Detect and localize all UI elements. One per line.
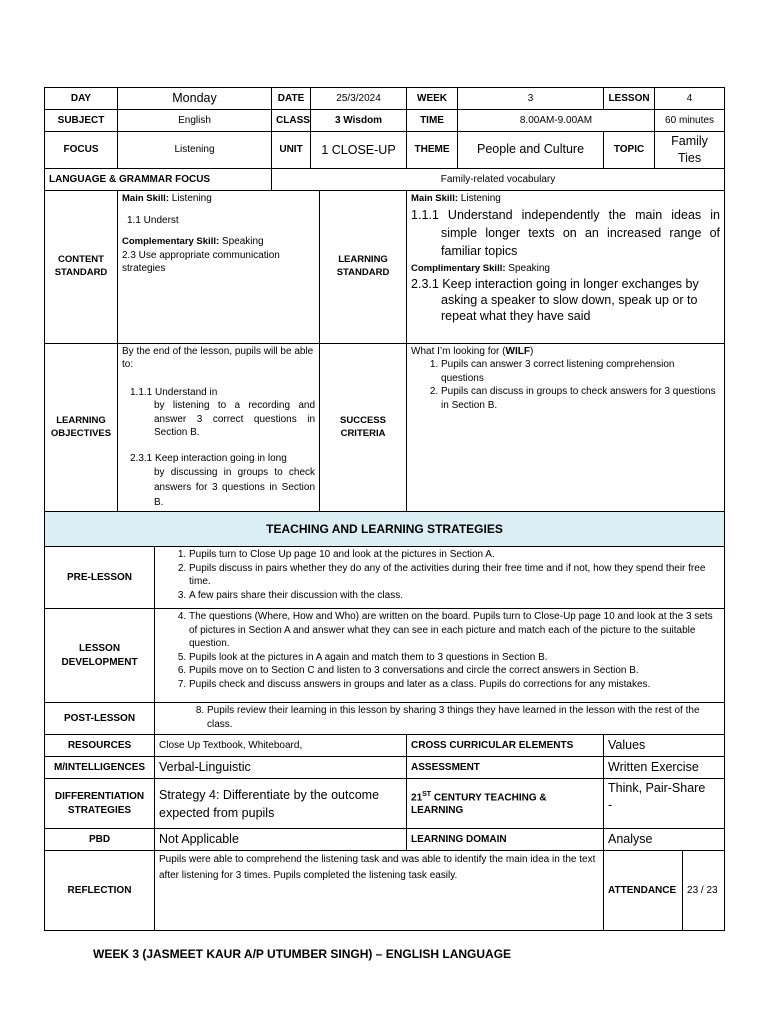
success-intro-b: WILF [505,345,530,357]
resources-value: Close Up Textbook, Whiteboard, [155,735,407,757]
row-standards [45,190,725,343]
cs-comp-item: 2.3 Use appropriate communication strategies [122,249,280,275]
objectives-cell [118,343,320,512]
content-standard-label: CONTENT STANDARD [45,190,118,343]
focus-value: Listening [118,132,272,169]
subject-label: SUBJECT [45,110,118,132]
pre-lesson-label: PRE-LESSON [45,547,155,609]
pre-lesson-list [159,548,720,602]
development-item: 5. Pupils look at the pictures in A again and match them to 3 questions in Section B. [189,651,720,665]
content-standard-cell [118,190,320,343]
resources-label: RESOURCES [45,735,155,757]
assessment-label: ASSESSMENT [407,757,604,779]
cs-comp-label: Complementary Skill: [122,236,220,248]
grammar-label: LANGUAGE & GRAMMAR FOCUS [45,168,272,190]
ls-comp-value: Speaking [508,262,550,274]
century-label: 21ST CENTURY TEACHING & LEARNING [407,779,604,829]
lesson-value: 4 [655,88,725,110]
page-footer: WEEK 3 (JASMEET KAUR A/P UTUMBER SINGH) – ENGLISH LANGUAGE [93,947,512,961]
success-cell [407,343,725,512]
date-value: 25/3/2024 [311,88,407,110]
row-grammar [45,168,725,190]
development-item: 4. The questions (Where, How and Who) are written on the board. Pupils turn to Close-Up page 10 and look at the 3 sets of pictures in Section A and answer what they can see in each picture and match each of the picture to the suitable question. [189,610,720,651]
pre-lesson-cell [155,547,725,609]
ls-comp-item: 2.3.1 Keep interaction going in longer exchanges by asking a speaker to slow down, speak up or to repeat what they have said [411,276,699,324]
objectives-intro: By the end of the lesson, pupils will be able to: [122,345,314,371]
development-list [159,610,720,691]
lesson-label: LESSON [604,88,655,110]
objective-1-a: 1.1.1 Understand in [130,386,218,398]
pre-lesson-item: 1. Pupils turn to Close Up page 10 and look at the pictures in Section A. [189,548,720,562]
row-pbd [45,829,725,851]
post-lesson-cell [155,703,725,735]
time-label: TIME [407,110,458,132]
row-strategies-title [45,512,725,547]
day-value: Monday [118,88,272,110]
week-value: 3 [458,88,604,110]
mi-value: Verbal-Linguistic [155,757,407,779]
row-development [45,609,725,703]
row-resources [45,735,725,757]
domain-value: Analyse [604,829,725,851]
domain-label: LEARNING DOMAIN [407,829,604,851]
century-value: Think, Pair-Share [608,781,706,796]
theme-value: People and Culture [458,132,604,169]
unit-label: UNIT [272,132,311,169]
development-item: 6. Pupils move on to Section C and listen to 3 conversations and circle the correct answers in Section B. [189,664,720,678]
post-lesson-list [159,704,720,731]
row-mi [45,757,725,779]
success-item: 1. Pupils can answer 3 correct listening comprehension questions [441,358,720,385]
cs-main-item: 1.1 Underst [127,214,179,226]
cs-main-label: Main Skill: [122,192,169,204]
success-intro-a: What I’m looking for ( [411,345,506,357]
row-day [45,88,725,110]
grammar-value: Family-related vocabulary [272,168,725,190]
attendance-label: ATTENDANCE [604,851,683,931]
date-label: DATE [272,88,311,110]
row-differentiation [45,779,725,829]
row-focus [45,132,725,169]
strategies-title: TEACHING AND LEARNING STRATEGIES [45,512,725,547]
learning-standard-label: LEARNING STANDARD [320,190,407,343]
diff-value: Strategy 4: Differentiate by the outcome expected from pupils [155,779,407,829]
century-dash: - [608,798,613,813]
development-label: LESSON DEVELOPMENT [45,609,155,703]
cross-label: CROSS CURRICULAR ELEMENTS [407,735,604,757]
success-intro-c: ) [529,345,534,357]
pbd-label: PBD [45,829,155,851]
objective-1-b: by listening to a recording and answer 3 correct questions in Section B. [154,400,316,439]
post-lesson-item: 8. Pupils review their learning in this lesson by sharing 3 things they have learned in the lesson with the rest of the class. [207,704,720,731]
pre-lesson-item: 3. A few pairs share their discussion with the class. [189,589,720,603]
ls-main-value: Listening [460,192,501,204]
development-cell [155,609,725,703]
reflection-label: REFLECTION [45,851,155,931]
cross-value: Values [604,735,725,757]
class-value: 3 Wisdom [311,110,407,132]
success-item: 2. Pupils can discuss in groups to check answers for 3 questions in Section B. [441,385,720,412]
reflection-value: Pupils were able to comprehend the listening task and was able to identify the main idea in the text after listening for 3 times. Pupils completed the listening task easily. [155,851,604,931]
success-label: SUCCESS CRITERIA [320,343,407,512]
ls-main-label: Main Skill: [411,192,458,204]
post-lesson-label: POST-LESSON [45,703,155,735]
row-pre-lesson [45,547,725,609]
row-reflection [45,851,725,931]
assessment-value: Written Exercise [604,757,725,779]
mi-label: M/INTELLIGENCES [45,757,155,779]
pre-lesson-item: 2. Pupils discuss in pairs whether they do any of the activities during their free time and if not, how they spend their free time. [189,562,720,589]
unit-value: 1 CLOSE-UP [311,132,407,169]
cs-main-value: Listening [171,192,212,204]
focus-label: FOCUS [45,132,118,169]
topic-value: Family Ties [655,132,725,169]
theme-label: THEME [407,132,458,169]
century-value-cell [604,779,725,829]
learning-standard-cell [407,190,725,343]
row-objectives [45,343,725,512]
week-label: WEEK [407,88,458,110]
development-item: 7. Pupils check and discuss answers in groups and later as a class. Pupils do corrections for any mistakes. [189,678,720,692]
ls-comp-label: Complimentary Skill: [411,262,506,274]
success-list [411,358,720,412]
objective-2-b: by discussing in groups to check answers for 3 questions in Section B. [154,467,316,509]
cs-comp-value: Speaking [221,236,264,248]
objective-2-a: 2.3.1 Keep interaction going in long [130,452,287,464]
ls-main-item: 1.1.1 Understand independently the main ideas in simple longer texts on an increased range of familiar topics [411,207,721,258]
diff-label: DIFFERENTIATION STRATEGIES [45,779,155,829]
class-label: CLASS [272,110,311,132]
day-label: DAY [45,88,118,110]
attendance-value: 23 / 23 [683,851,725,931]
row-post-lesson [45,703,725,735]
duration-value: 60 minutes [655,110,725,132]
pbd-value: Not Applicable [155,829,407,851]
objectives-label: LEARNING OBJECTIVES [45,343,118,512]
lesson-plan-table [44,87,725,931]
topic-label: TOPIC [604,132,655,169]
subject-value: English [118,110,272,132]
lesson-plan-sheet [44,87,724,931]
row-subject [45,110,725,132]
time-value: 8.00AM-9.00AM [458,110,655,132]
